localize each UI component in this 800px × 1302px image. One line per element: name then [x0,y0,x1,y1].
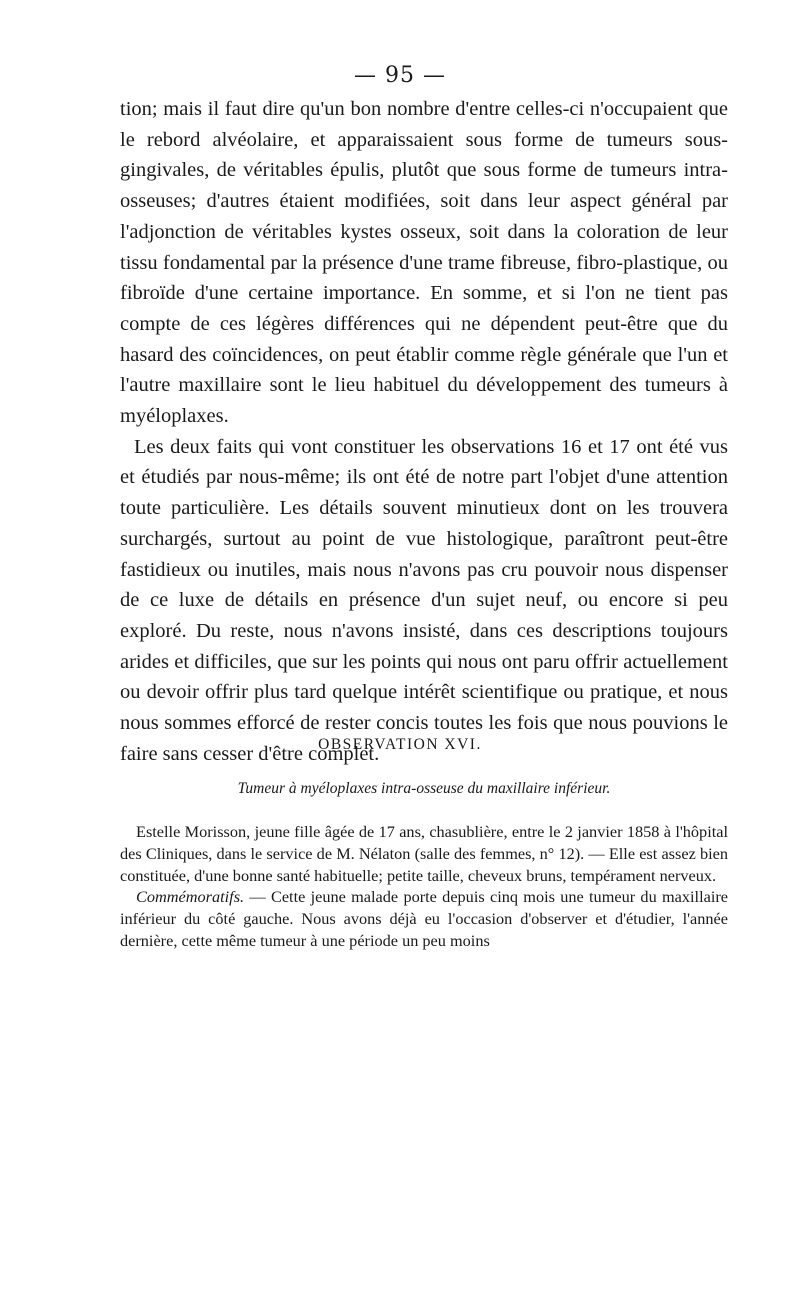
observation-paragraph: Estelle Morisson, jeune fille âgée de 17 ans, chasublière, entre le 2 janvier 1858 à l'hôpital des Cliniques, dans le service de M. Nélaton (salle des femmes, n° 12). — Elle est assez bien constituée, d'une bonne santé habituelle; petite taille, cheveux bruns, tempérament nerveux. [120,822,728,885]
observation-subtitle: Tumeur à myéloplaxes intra-osseuse du maxillaire inférieur. [237,780,611,797]
body-paragraph: Les deux faits qui vont constituer les observations 16 et 17 ont été vus et étudiés par nous-même; ils ont été de notre part l'objet d'une attention toute particulière. Les détails souvent minutieux dont on les trouvera surchargés, surtout au point de vue histologique, paraîtront peut-être fastidieux ou inutiles, mais nous n'avons pas cru pouvoir nous dispenser de ce luxe de détails en présence d'un sujet neuf, ou encore si peu exploré. Du reste, nous n'avons insisté, dans ces descriptions toujours arides et difficiles, que sur les points qui nous ont paru offrir actuellement ou devoir offrir plus tard quelque intérêt scientifique ou pratique, et nous nous sommes efforcé de rester concis toutes les fois que nous pouvions le faire sans cesser d'être complet. [120,435,728,765]
page-number: — 95 — [354,63,446,88]
section-label: Commémoratifs. [136,887,245,907]
section-text: — Cette jeune malade porte depuis cinq mois une tumeur du maxillaire inférieur du côté gauche. Nous avons déjà eu l'occasion d'observer et d'étudier, l'année dernière, cette même tumeur à une période un peu moins [120,887,728,950]
observation-text-block [120,821,728,952]
main-text-block [120,94,728,769]
observation-heading: OBSERVATION XVI. [318,736,482,753]
observation-paragraph [120,886,728,951]
body-paragraph: tion; mais il faut dire qu'un bon nombre d'entre celles-ci n'occupaient que le rebord alvéolaire, et apparaissaient sous forme de tumeurs sous-gingivales, de véritables épulis, plutôt que sous forme de tumeurs intra-osseuses; d'autres étaient modifiées, soit dans leur aspect général par l'adjonction de véritables kystes osseux, soit dans la coloration de leur tissu fondamental par la présence d'une trame fibreuse, fibro-plastique, ou fibroïde d'une certaine importance. En somme, et si l'on ne tient pas compte de ces légères différences qui ne dépendent peut-être que du hasard des coïncidences, on peut établir comme règle générale que l'un et l'autre maxillaire sont le lieu habituel du développement des tumeurs à myéloplaxes. [120,98,728,428]
